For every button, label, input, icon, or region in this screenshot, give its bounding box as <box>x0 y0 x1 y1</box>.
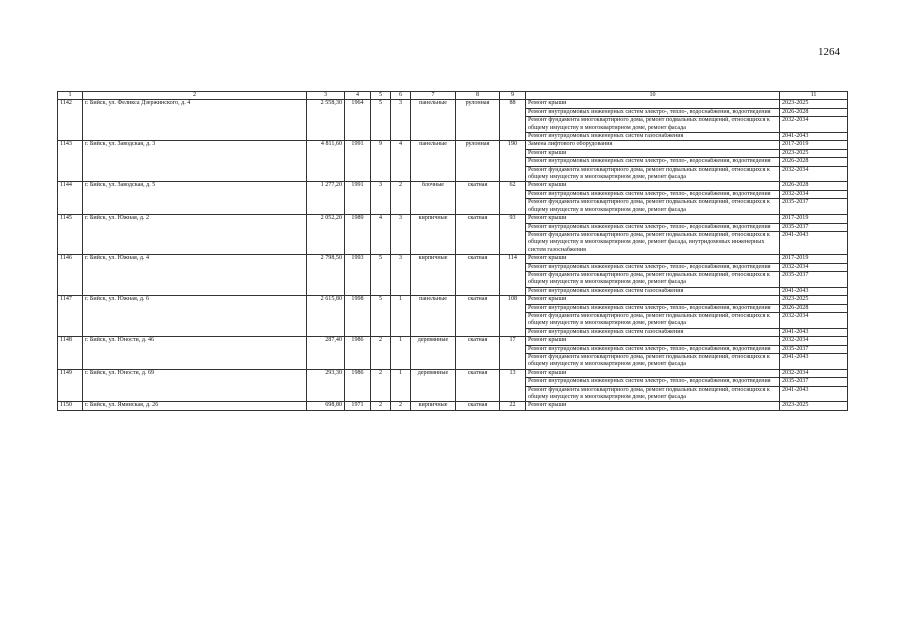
cell-work-period: 2032-2034 <box>780 166 848 182</box>
cell-work-period: 2041-2043 <box>780 386 848 402</box>
cell-wall: кирпичные <box>411 255 456 296</box>
column-header: 6 <box>391 92 411 100</box>
cell-residents: 17 <box>500 337 526 370</box>
cell-work-name: Ремонт фундамента многоквартирного дома, ремонт подвальных помещений, относящихся к общему имуществу в многоквартирном доме, ремонт фасада <box>526 166 780 182</box>
cell-num: 1149 <box>58 369 83 402</box>
cell-area: 2 558,30 <box>307 100 345 141</box>
capital-repair-table <box>57 91 848 411</box>
cell-work-name: Ремонт внутридомовых инженерных систем электро-, тепло-, водоснабжения, водоотведения <box>526 345 780 353</box>
column-header-row <box>58 92 848 100</box>
table-row <box>58 369 848 377</box>
cell-work-period: 2035-2037 <box>780 345 848 353</box>
cell-residents: 13 <box>500 369 526 402</box>
cell-work-name: Ремонт фундамента многоквартирного дома, ремонт подвальных помещений, относящихся к общему имуществу в многоквартирном доме, ремонт фасада <box>526 354 780 370</box>
cell-work-period: 2026-2028 <box>780 158 848 166</box>
cell-work-name: Ремонт фундамента многоквартирного дома, ремонт подвальных помещений, относящихся к общему имуществу в многоквартирном доме, ремонт фасада <box>526 271 780 287</box>
cell-work-period: 2041-2043 <box>780 354 848 370</box>
cell-address: г. Бийск, ул. Юности, д. 69 <box>83 369 307 402</box>
cell-area: 4 811,60 <box>307 141 345 182</box>
cell-roof: скатная <box>456 337 500 370</box>
table-row <box>58 255 848 263</box>
cell-entrances: 3 <box>391 100 411 141</box>
cell-roof: скатная <box>456 255 500 296</box>
cell-wall: деревянные <box>411 369 456 402</box>
cell-work-name: Замена лифтового оборудования <box>526 141 780 149</box>
cell-residents: 108 <box>500 296 526 337</box>
cell-num: 1142 <box>58 100 83 141</box>
column-header: 9 <box>500 92 526 100</box>
cell-area: 2 052,20 <box>307 215 345 255</box>
cell-work-period: 2023-2025 <box>780 149 848 157</box>
cell-entrances: 1 <box>391 369 411 402</box>
column-header: 1 <box>58 92 83 100</box>
cell-area: 1 277,20 <box>307 182 345 215</box>
cell-work-name: Ремонт крыши <box>526 255 780 263</box>
column-header: 2 <box>83 92 307 100</box>
cell-wall: панельные <box>411 100 456 141</box>
cell-roof: скатная <box>456 369 500 402</box>
cell-address: г. Бийск, ул. Южная, д. 6 <box>83 296 307 337</box>
cell-work-period: 2035-2037 <box>780 271 848 287</box>
cell-work-period: 2035-2037 <box>780 199 848 215</box>
cell-wall: кирпичные <box>411 215 456 255</box>
column-header: 7 <box>411 92 456 100</box>
column-header: 8 <box>456 92 500 100</box>
cell-address: г. Бийск, ул. Юности, д. 46 <box>83 337 307 370</box>
cell-year: 1971 <box>345 402 371 410</box>
cell-work-period: 2023-2025 <box>780 100 848 108</box>
cell-work-name: Ремонт фундамента многоквартирного дома, ремонт подвальных помещений, относящихся к общему имуществу в многоквартирном доме, ремонт фасада, внутридомовых инженерных систем газоснабжения <box>526 231 780 254</box>
cell-work-period: 2035-2037 <box>780 378 848 386</box>
cell-floors: 5 <box>371 100 391 141</box>
cell-entrances: 3 <box>391 215 411 255</box>
cell-work-name: Ремонт внутридомовых инженерных систем электро-, тепло-, водоснабжения, водоотведения <box>526 304 780 312</box>
cell-work-name: Ремонт фундамента многоквартирного дома, ремонт подвальных помещений, относящихся к общему имуществу в многоквартирном доме, ремонт фасада <box>526 199 780 215</box>
cell-work-period: 2041-2043 <box>780 231 848 254</box>
cell-work-period: 2041-2043 <box>780 287 848 295</box>
cell-address: г. Бийск, ул. Заводская, д. 3 <box>83 141 307 182</box>
column-header: 3 <box>307 92 345 100</box>
column-header: 11 <box>780 92 848 100</box>
table-row <box>58 402 848 410</box>
table-row <box>58 215 848 223</box>
cell-floors: 2 <box>371 402 391 410</box>
cell-area: 2 615,80 <box>307 296 345 337</box>
cell-year: 1986 <box>345 369 371 402</box>
cell-area: 293,30 <box>307 369 345 402</box>
cell-work-name: Ремонт фундамента многоквартирного дома, ремонт подвальных помещений, относящихся к общему имуществу в многоквартирном доме, ремонт фасада <box>526 386 780 402</box>
cell-roof: рулонная <box>456 100 500 141</box>
column-header: 10 <box>526 92 780 100</box>
cell-work-name: Ремонт внутридомовых инженерных систем газоснабжения <box>526 287 780 295</box>
cell-entrances: 1 <box>391 337 411 370</box>
cell-entrances: 1 <box>391 296 411 337</box>
cell-num: 1144 <box>58 182 83 215</box>
cell-work-name: Ремонт внутридомовых инженерных систем газоснабжения <box>526 328 780 336</box>
cell-year: 1991 <box>345 141 371 182</box>
cell-wall: панельные <box>411 296 456 337</box>
cell-work-period: 2041-2043 <box>780 133 848 141</box>
table-row <box>58 337 848 345</box>
cell-work-period: 2032-2034 <box>780 369 848 377</box>
cell-work-name: Ремонт внутридомовых инженерных систем электро-, тепло-, водоснабжения, водоотведения <box>526 190 780 198</box>
cell-work-name: Ремонт крыши <box>526 369 780 377</box>
cell-floors: 9 <box>371 141 391 182</box>
cell-num: 1148 <box>58 337 83 370</box>
cell-residents: 190 <box>500 141 526 182</box>
cell-wall: деревянные <box>411 337 456 370</box>
cell-year: 1964 <box>345 100 371 141</box>
cell-work-period: 2032-2034 <box>780 190 848 198</box>
cell-work-name: Ремонт внутридомовых инженерных систем электро-, тепло-, водоснабжения, водоотведения <box>526 158 780 166</box>
cell-work-name: Ремонт фундамента многоквартирного дома, ремонт подвальных помещений, относящихся к общему имуществу в многоквартирном доме, ремонт фасада <box>526 117 780 133</box>
cell-work-period: 2032-2034 <box>780 312 848 328</box>
column-header: 5 <box>371 92 391 100</box>
cell-work-period: 2032-2034 <box>780 117 848 133</box>
cell-residents: 62 <box>500 182 526 215</box>
cell-work-period: 2026-2028 <box>780 304 848 312</box>
cell-year: 1993 <box>345 255 371 296</box>
cell-address: г. Бийск, ул. Заводская, д. 5 <box>83 182 307 215</box>
cell-num: 1146 <box>58 255 83 296</box>
cell-work-name: Ремонт крыши <box>526 337 780 345</box>
page-number: 1264 <box>818 46 840 58</box>
column-header: 4 <box>345 92 371 100</box>
cell-num: 1147 <box>58 296 83 337</box>
table-row <box>58 182 848 190</box>
cell-wall: блочные <box>411 182 456 215</box>
cell-num: 1145 <box>58 215 83 255</box>
cell-year: 1991 <box>345 182 371 215</box>
cell-address: г. Бийск, ул. Феликса Дзержинского, д. 4 <box>83 100 307 141</box>
cell-wall: кирпичные <box>411 402 456 410</box>
cell-roof: скатная <box>456 182 500 215</box>
cell-work-name: Ремонт крыши <box>526 182 780 190</box>
cell-residents: 88 <box>500 100 526 141</box>
cell-work-name: Ремонт крыши <box>526 215 780 223</box>
cell-work-period: 2035-2037 <box>780 223 848 231</box>
cell-work-name: Ремонт внутридомовых инженерных систем газоснабжения <box>526 133 780 141</box>
cell-roof: скатная <box>456 215 500 255</box>
cell-floors: 4 <box>371 215 391 255</box>
cell-work-period: 2041-2043 <box>780 328 848 336</box>
cell-residents: 93 <box>500 215 526 255</box>
table-body <box>58 92 848 411</box>
cell-work-name: Ремонт внутридомовых инженерных систем электро-, тепло-, водоснабжения, водоотведения <box>526 108 780 116</box>
cell-address: г. Бийск, ул. Яминская, д. 26 <box>83 402 307 410</box>
cell-roof: рулонная <box>456 141 500 182</box>
cell-roof: скатная <box>456 296 500 337</box>
cell-work-period: 2032-2034 <box>780 337 848 345</box>
cell-work-name: Ремонт внутридомовых инженерных систем электро-, тепло-, водоснабжения, водоотведения <box>526 263 780 271</box>
cell-entrances: 2 <box>391 402 411 410</box>
cell-entrances: 4 <box>391 141 411 182</box>
cell-area: 2 798,50 <box>307 255 345 296</box>
cell-work-name: Ремонт крыши <box>526 296 780 304</box>
cell-residents: 114 <box>500 255 526 296</box>
cell-roof: скатная <box>456 402 500 410</box>
cell-floors: 5 <box>371 296 391 337</box>
cell-floors: 5 <box>371 255 391 296</box>
cell-work-name: Ремонт фундамента многоквартирного дома, ремонт подвальных помещений, относящихся к общему имуществу в многоквартирном доме, ремонт фасада <box>526 312 780 328</box>
cell-work-name: Ремонт крыши <box>526 100 780 108</box>
table-row <box>58 141 848 149</box>
cell-work-period: 2026-2028 <box>780 182 848 190</box>
cell-floors: 3 <box>371 182 391 215</box>
cell-wall: панельные <box>411 141 456 182</box>
cell-year: 1989 <box>345 215 371 255</box>
cell-year: 1986 <box>345 337 371 370</box>
cell-num: 1150 <box>58 402 83 410</box>
cell-floors: 2 <box>371 369 391 402</box>
cell-work-period: 2026-2028 <box>780 108 848 116</box>
cell-work-period: 2032-2034 <box>780 263 848 271</box>
cell-work-name: Ремонт внутридомовых инженерных систем электро-, тепло-, водоснабжения, водоотведения <box>526 223 780 231</box>
cell-work-period: 2023-2025 <box>780 402 848 410</box>
table-row <box>58 296 848 304</box>
cell-year: 1998 <box>345 296 371 337</box>
cell-residents: 22 <box>500 402 526 410</box>
cell-work-name: Ремонт крыши <box>526 149 780 157</box>
cell-address: г. Бийск, ул. Южная, д. 4 <box>83 255 307 296</box>
cell-floors: 2 <box>371 337 391 370</box>
cell-address: г. Бийск, ул. Южная, д. 2 <box>83 215 307 255</box>
cell-work-name: Ремонт крыши <box>526 402 780 410</box>
table-row <box>58 100 848 108</box>
cell-entrances: 2 <box>391 182 411 215</box>
cell-work-period: 2017-2019 <box>780 141 848 149</box>
cell-area: 287,40 <box>307 337 345 370</box>
cell-entrances: 3 <box>391 255 411 296</box>
cell-work-period: 2017-2019 <box>780 255 848 263</box>
cell-work-period: 2017-2019 <box>780 215 848 223</box>
cell-work-name: Ремонт внутридомовых инженерных систем электро-, тепло-, водоснабжения, водоотведения <box>526 378 780 386</box>
cell-num: 1143 <box>58 141 83 182</box>
cell-area: 698,80 <box>307 402 345 410</box>
cell-work-period: 2023-2025 <box>780 296 848 304</box>
